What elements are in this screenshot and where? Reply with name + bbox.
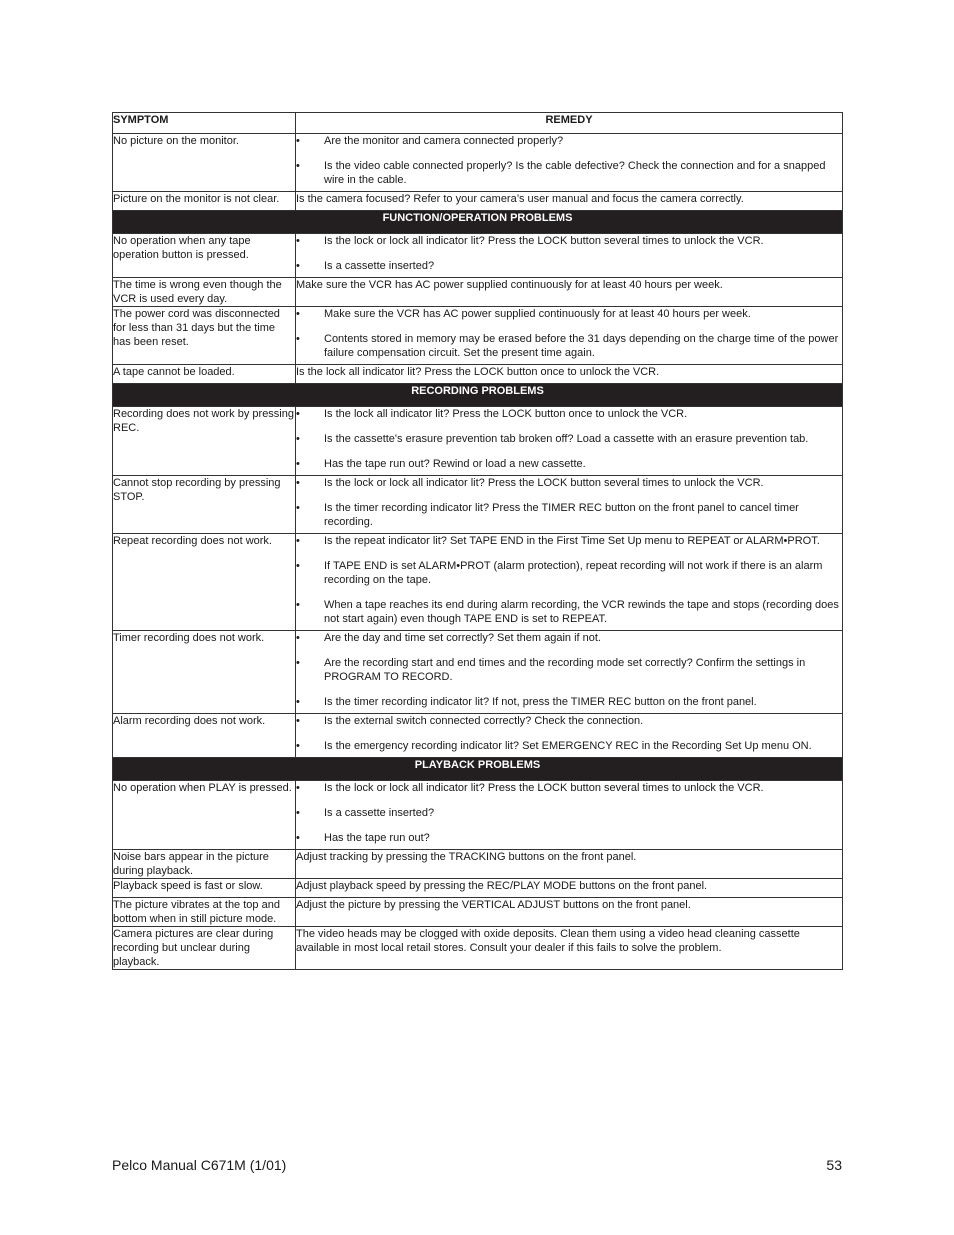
table-row (113, 898, 843, 927)
symptom-cell: The picture vibrates at the top and bottom when in still picture mode. (113, 898, 296, 927)
remedy-item: • Is the lock all indicator lit? Press the LOCK button once to unlock the VCR. (296, 407, 842, 421)
remedy-cell (296, 134, 843, 192)
symptom-column-header: SYMPTOM (113, 113, 296, 134)
remedy-item: • Make sure the VCR has AC power supplied continuously for at least 40 hours per week. (296, 307, 842, 321)
troubleshooting-table (112, 112, 843, 970)
section-header-row (113, 211, 843, 234)
table-row (113, 714, 843, 758)
table-row (113, 234, 843, 278)
remedy-text: The video heads may be clogged with oxide deposits. Clean them using a video head cleaning cassette available in most local retail stores. Consult your dealer if this fails to solve the problem. (296, 928, 800, 954)
table-row (113, 781, 843, 850)
remedy-item: • Is the lock or lock all indicator lit? Press the LOCK button several times to unlock the VCR. (296, 476, 842, 490)
remedy-list (296, 534, 842, 626)
table-header-row (113, 113, 843, 134)
remedy-cell (296, 781, 843, 850)
remedy-item: • Are the monitor and camera connected properly? (296, 134, 842, 148)
remedy-list (296, 781, 842, 845)
symptom-cell: No operation when any tape operation button is pressed. (113, 234, 296, 278)
remedy-item: • Is the repeat indicator lit? Set TAPE END in the First Time Set Up menu to REPEAT or ALARM•PROT. (296, 534, 842, 548)
section-title: PLAYBACK PROBLEMS (113, 758, 843, 781)
symptom-cell: Camera pictures are clear during recording but unclear during playback. (113, 927, 296, 970)
remedy-cell (296, 631, 843, 714)
remedy-item: • Are the day and time set correctly? Set them again if not. (296, 631, 842, 645)
remedy-cell (296, 234, 843, 278)
symptom-cell: The power cord was disconnected for less than 31 days but the time has been reset. (113, 307, 296, 365)
remedy-item: • Is the lock or lock all indicator lit? Press the LOCK button several times to unlock the VCR. (296, 781, 842, 795)
remedy-text: Is the camera focused? Refer to your camera’s user manual and focus the camera correctly. (296, 193, 744, 205)
remedy-list (296, 631, 842, 709)
remedy-cell (296, 307, 843, 365)
remedy-item: • Contents stored in memory may be erased before the 31 days depending on the charge time of the power failure compensation circuit. Set the present time again. (296, 332, 842, 360)
symptom-cell: No picture on the monitor. (113, 134, 296, 192)
remedy-item: • Has the tape run out? Rewind or load a new cassette. (296, 457, 842, 471)
remedy-item: • Is the lock or lock all indicator lit? Press the LOCK button several times to unlock the VCR. (296, 234, 842, 248)
remedy-list (296, 407, 842, 471)
symptom-cell: Repeat recording does not work. (113, 534, 296, 631)
remedy-cell (296, 365, 843, 384)
symptom-cell: Noise bars appear in the picture during playback. (113, 850, 296, 879)
remedy-cell (296, 850, 843, 879)
remedy-list (296, 234, 842, 273)
remedy-item: • Is the external switch connected correctly? Check the connection. (296, 714, 842, 728)
section-header-row (113, 758, 843, 781)
remedy-list (296, 134, 842, 187)
remedy-item: • Are the recording start and end times and the recording mode set correctly? Confirm the settings in PROGRAM TO RECORD. (296, 656, 842, 684)
table-row (113, 476, 843, 534)
remedy-item: • Is the video cable connected properly? Is the cable defective? Check the connection and for a snapped wire in the cable. (296, 159, 842, 187)
remedy-cell (296, 898, 843, 927)
remedy-item: • If TAPE END is set ALARM•PROT (alarm protection), repeat recording will not work if there is an alarm recording on the tape. (296, 559, 842, 587)
remedy-cell (296, 927, 843, 970)
table-row (113, 407, 843, 476)
remedy-text: Adjust the picture by pressing the VERTICAL ADJUST buttons on the front panel. (296, 899, 691, 911)
symptom-cell: Recording does not work by pressing REC. (113, 407, 296, 476)
table-row (113, 850, 843, 879)
page-number: 53 (826, 1157, 842, 1173)
remedy-cell (296, 534, 843, 631)
symptom-cell: Cannot stop recording by pressing STOP. (113, 476, 296, 534)
remedy-item: • Is a cassette inserted? (296, 259, 842, 273)
table-row (113, 927, 843, 970)
remedy-list (296, 307, 842, 360)
remedy-cell (296, 407, 843, 476)
remedy-item: • Is a cassette inserted? (296, 806, 842, 820)
symptom-cell: No operation when PLAY is pressed. (113, 781, 296, 850)
remedy-cell (296, 879, 843, 898)
symptom-cell: Timer recording does not work. (113, 631, 296, 714)
table-row (113, 134, 843, 192)
table-row (113, 278, 843, 307)
symptom-cell: Picture on the monitor is not clear. (113, 192, 296, 211)
remedy-item: • When a tape reaches its end during alarm recording, the VCR rewinds the tape and stops (recording does not start again) even though TAPE END is set to REPEAT. (296, 598, 842, 626)
section-title: RECORDING PROBLEMS (113, 384, 843, 407)
section-header-row (113, 384, 843, 407)
remedy-cell (296, 476, 843, 534)
remedy-cell (296, 714, 843, 758)
table-row (113, 365, 843, 384)
table-row (113, 879, 843, 898)
remedy-item: • Is the timer recording indicator lit? If not, press the TIMER REC button on the front panel. (296, 695, 842, 709)
remedy-list (296, 714, 842, 753)
manual-reference: Pelco Manual C671M (1/01) (112, 1157, 287, 1173)
table-body (113, 134, 843, 970)
remedy-item: • Is the timer recording indicator lit? Press the TIMER REC button on the front panel to cancel timer recording. (296, 501, 842, 529)
table-row (113, 631, 843, 714)
remedy-text: Adjust tracking by pressing the TRACKING buttons on the front panel. (296, 851, 637, 863)
symptom-cell: The time is wrong even though the VCR is used every day. (113, 278, 296, 307)
table-row (113, 307, 843, 365)
remedy-item: • Has the tape run out? (296, 831, 842, 845)
remedy-item: • Is the emergency recording indicator lit? Set EMERGENCY REC in the Recording Set Up menu ON. (296, 739, 842, 753)
symptom-cell: Playback speed is fast or slow. (113, 879, 296, 898)
remedy-text: Make sure the VCR has AC power supplied continuously for at least 40 hours per week. (296, 279, 723, 291)
table-row (113, 534, 843, 631)
table-row (113, 192, 843, 211)
remedy-cell (296, 192, 843, 211)
remedy-item: • Is the cassette's erasure prevention tab broken off? Load a cassette with an erasure prevention tab. (296, 432, 842, 446)
remedy-list (296, 476, 842, 529)
remedy-column-header: REMEDY (296, 113, 843, 134)
remedy-text: Is the lock all indicator lit? Press the LOCK button once to unlock the VCR. (296, 366, 660, 378)
symptom-cell: Alarm recording does not work. (113, 714, 296, 758)
remedy-text: Adjust playback speed by pressing the REC/PLAY MODE buttons on the front panel. (296, 880, 708, 892)
remedy-cell (296, 278, 843, 307)
section-title: FUNCTION/OPERATION PROBLEMS (113, 211, 843, 234)
symptom-cell: A tape cannot be loaded. (113, 365, 296, 384)
